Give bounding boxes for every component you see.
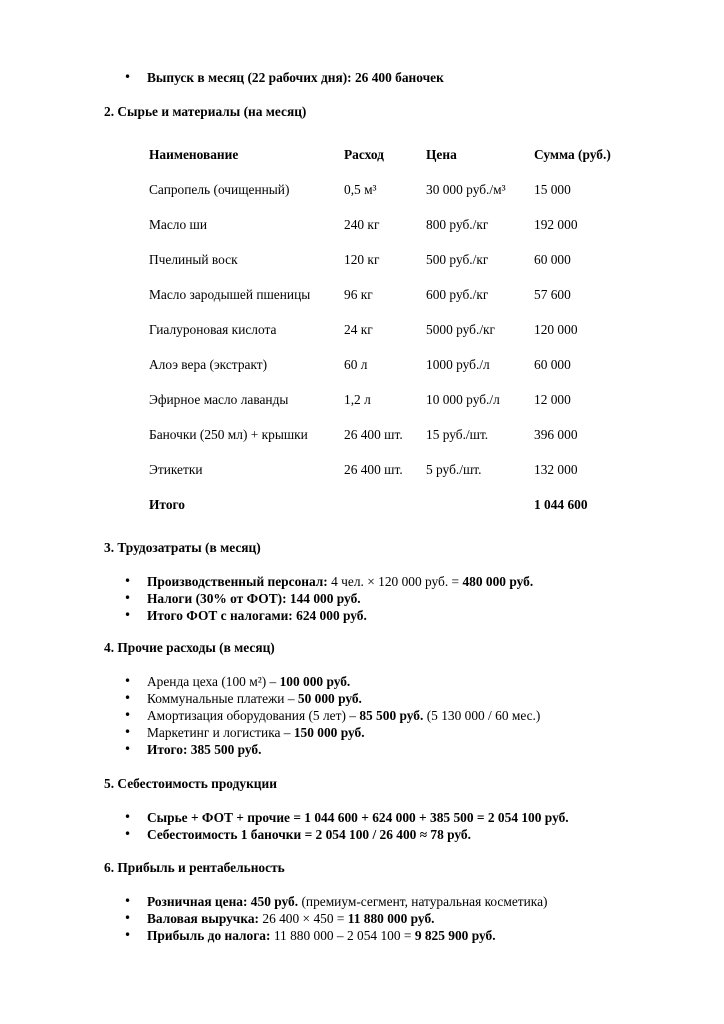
item-text: Маркетинг и логистика – [147, 725, 291, 740]
table-cell: 132 000 [534, 461, 578, 477]
table-cell: 800 руб./кг [426, 216, 489, 232]
item-label: Розничная цена: [147, 894, 248, 909]
table-cell: 26 400 шт. [344, 426, 403, 442]
list-item [0, 69, 724, 86]
table-cell: 192 000 [534, 216, 578, 232]
table-cell: 1,2 л [344, 391, 371, 407]
list-item [0, 690, 724, 707]
table-cell: 15 руб./шт. [426, 426, 489, 442]
table-row [141, 312, 622, 347]
table-cell: Масло зародышей пшеницы [149, 286, 311, 302]
item-text: Аренда цеха (100 м²) – [147, 674, 277, 689]
item-value: 150 000 руб. [293, 725, 365, 740]
item-value: 50 000 руб. [297, 691, 362, 706]
column-header: Цена [426, 146, 457, 162]
list-item [0, 573, 724, 590]
table-cell: 12 000 [534, 391, 571, 407]
item-value: 11 880 000 руб. [347, 911, 435, 926]
column-header: Расход [344, 146, 384, 162]
cost-list [0, 809, 724, 843]
section-heading-other-expenses: 4. Прочие расходы (в месяц) [104, 640, 275, 655]
table-cell: Гиалуроновая кислота [149, 321, 277, 337]
total-label: Итого [149, 496, 185, 512]
table-row [141, 347, 622, 382]
column-header: Наименование [149, 146, 239, 162]
table-cell: 5000 руб./кг [426, 321, 496, 337]
table-row [141, 242, 622, 277]
list-item [0, 893, 724, 910]
table-cell: 1000 руб./л [426, 356, 490, 372]
table-cell: 10 000 руб./л [426, 391, 500, 407]
item-note: (премиум-сегмент, натуральная косметика) [301, 894, 548, 909]
table-cell: 96 кг [344, 286, 373, 302]
other-expenses-list [0, 673, 724, 758]
list-item [0, 590, 724, 607]
section-heading-labor: 3. Трудозатраты (в месяц) [104, 540, 261, 555]
table-cell [418, 487, 526, 522]
table-cell: 26 400 шт. [344, 461, 403, 477]
item-label: Налоги (30% от ФОТ): [147, 591, 287, 606]
item-value: Итого: 385 500 руб. [147, 742, 262, 757]
table-cell: 396 000 [534, 426, 578, 442]
section-heading-cost: 5. Себестоимость продукции [104, 776, 277, 791]
item-value: 624 000 руб. [296, 608, 367, 623]
item-value: 144 000 руб. [289, 591, 361, 606]
table-cell: 600 руб./кг [426, 286, 489, 302]
item-value: Сырье + ФОТ + прочие = 1 044 600 + 624 000 + 385 500 = 2 054 100 руб. [147, 810, 569, 825]
table-cell: 24 кг [344, 321, 373, 337]
table-cell: Сапропель (очищенный) [149, 181, 290, 197]
item-text: Амортизация оборудования (5 лет) – [147, 708, 356, 723]
list-item [0, 826, 724, 843]
item-label: Прибыль до налога: [147, 928, 271, 943]
table-cell: Этикетки [149, 461, 203, 477]
list-item [0, 607, 724, 624]
table-cell: 0,5 м³ [344, 181, 377, 197]
output-value: 26 400 баночек [354, 70, 444, 85]
section-heading-materials: 2. Сырье и материалы (на месяц) [104, 104, 307, 119]
table-cell: Эфирное масло лаванды [149, 391, 289, 407]
table-cell: 500 руб./кг [426, 251, 489, 267]
table-header-row [141, 137, 622, 172]
intro-list [0, 69, 724, 86]
table-cell: 120 кг [344, 251, 380, 267]
table-cell: 15 000 [534, 181, 571, 197]
table-cell: 57 600 [534, 286, 571, 302]
table-row [141, 277, 622, 312]
item-note: (5 130 000 / 60 мес.) [426, 708, 541, 723]
materials-table [141, 137, 622, 522]
table-row [141, 417, 622, 452]
table-cell: 240 кг [344, 216, 380, 232]
list-item [0, 927, 724, 944]
table-row [141, 452, 622, 487]
item-value: 480 000 руб. [462, 574, 534, 589]
list-item [0, 741, 724, 758]
list-item [0, 910, 724, 927]
table-cell [336, 487, 418, 522]
item-label: Итого ФОТ с налогами: [147, 608, 293, 623]
table-total-row [141, 487, 622, 522]
list-item [0, 707, 724, 724]
list-item [0, 809, 724, 826]
table-row [141, 207, 622, 242]
item-label: Производственный персонал: [147, 574, 328, 589]
table-row [141, 382, 622, 417]
table-cell: 30 000 руб./м³ [426, 181, 506, 197]
item-value: 9 825 900 руб. [414, 928, 496, 943]
list-item [0, 724, 724, 741]
labor-list [0, 573, 724, 624]
column-header: Сумма (руб.) [534, 146, 611, 162]
table-cell: Пчелиный воск [149, 251, 238, 267]
table-cell: 60 000 [534, 356, 571, 372]
table-cell: Алоэ вера (экстракт) [149, 356, 268, 372]
table-cell: 120 000 [534, 321, 578, 337]
output-label: Выпуск в месяц (22 рабочих дня): [147, 70, 352, 85]
total-value: 1 044 600 [534, 496, 588, 512]
item-detail: 11 880 000 – 2 054 100 = [273, 928, 412, 943]
table-row [141, 172, 622, 207]
table-cell: Баночки (250 мл) + крышки [149, 426, 308, 442]
item-detail: 26 400 × 450 = [262, 911, 345, 926]
item-value: Себестоимость 1 баночки = 2 054 100 / 26 400 ≈ 78 руб. [147, 827, 471, 842]
item-detail: 4 чел. × 120 000 руб. = [331, 574, 460, 589]
item-value: 450 руб. [250, 894, 299, 909]
item-value: 100 000 руб. [279, 674, 351, 689]
table-cell: 5 руб./шт. [426, 461, 482, 477]
list-item [0, 673, 724, 690]
section-heading-profit: 6. Прибыль и рентабельность [104, 860, 285, 875]
item-text: Коммунальные платежи – [147, 691, 295, 706]
table-cell: 60 л [344, 356, 368, 372]
table-cell: 60 000 [534, 251, 571, 267]
profit-list [0, 893, 724, 944]
table-cell: Масло ши [149, 216, 207, 232]
item-value: 85 500 руб. [359, 708, 424, 723]
item-label: Валовая выручка: [147, 911, 260, 926]
